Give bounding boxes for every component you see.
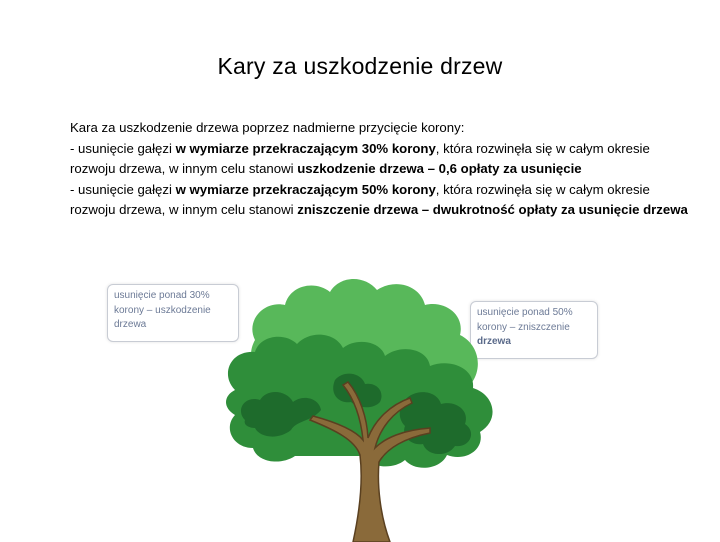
item1-middle: , która rozwinęła się w całym okresie rozwoju drzewa, w innym celu stanowi bbox=[70, 140, 650, 176]
callout-right-text: usunięcie ponad 50% korony – zniszczenie bbox=[477, 307, 573, 333]
page-title: Kary za uszkodzenie drzew bbox=[217, 53, 503, 79]
item2-prefix: - usunięcie gałęzi bbox=[70, 181, 176, 197]
item2-bold1: w wymiarze przekraczającym 50% korony bbox=[175, 181, 436, 197]
item2-middle: , która rozwinęła się w całym okresie rozwoju drzewa, w innym celu stanowi bbox=[70, 181, 650, 217]
intro-line: Kara za uszkodzenie drzewa poprzez nadmierne przycięcie korony: bbox=[70, 120, 465, 135]
item1-bold2: uszkodzenie drzewa – 0,6 opłaty za usunięcie bbox=[297, 161, 582, 176]
list-item-30 bbox=[70, 139, 690, 180]
callout-right-bold: drzewa bbox=[477, 336, 511, 347]
item2-bold2: zniszczenie drzewa – dwukrotność opłaty za usunięcie drzewa bbox=[297, 202, 688, 217]
list-item-50 bbox=[70, 180, 690, 221]
item1-prefix: - usunięcie gałęzi bbox=[70, 140, 176, 156]
item1-bold1: w wymiarze przekraczającym 30% korony bbox=[175, 140, 436, 156]
body-text bbox=[70, 118, 690, 221]
tree-illustration bbox=[215, 270, 525, 542]
callout-left-text: usunięcie ponad 30% korony – uszkodzenie drzewa bbox=[114, 290, 211, 330]
